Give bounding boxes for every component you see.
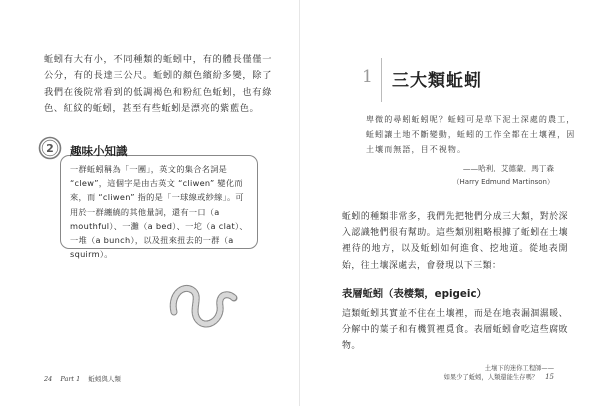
- svg-text:2: 2: [46, 142, 54, 155]
- epigraph-quote: 卑微的尋蚓蚯蚓呢？蚯蚓可是草下泥土深處的農工，蚯蚓讓土地不斷變動，蚯蚓的工作全都在土壤裡，因土壤而無語，目不視物。: [366, 115, 576, 154]
- bulb-question-icon: [38, 136, 62, 160]
- right-footer: [444, 364, 554, 382]
- earthworm-icon: [168, 276, 240, 340]
- right-page-number: 15: [545, 373, 554, 381]
- body-paragraph: 蚯蚓的種類非常多，我們先把牠們分成三大類，對於深入認識牠們很有幫助。這些類別粗略根據了蚯蚓在土壤裡待的地方，以及蚯蚓如何進食、挖地道。從地表開始，往土壤深處去，會發現以下三類：: [342, 212, 568, 271]
- chapter-divider: [381, 58, 382, 102]
- quote-author-english: （Harry Edmund Martinson）: [452, 178, 554, 186]
- fun-fact-text: 一群蚯蚓稱為「一團」，英文的集合名詞是 “clew”，這個字是由古英文 “cliwen” 變化而來，而 “cliwen” 指的是「一球線或紗線」。可用於一群纏繞的其他量詞，還有一口（a mouthful）、一灘（a bed）、一坨（a clat）、一堆（a bunch），以及扭來扭去的一群（a squirm）。: [70, 164, 248, 260]
- running-title: 土壤下的迷你工程師——: [484, 365, 554, 372]
- left-footer: [44, 374, 121, 383]
- part-label: Part 1: [60, 375, 81, 383]
- section-paragraph: 這類蚯蚓其實並不住在土壤裡，而是在地表漏涸濕暖、分解中的葉子和有機質裡覓食。表層蚯蚓會吃這些腐敗物。: [342, 309, 568, 352]
- fun-fact-title: 趣味小知識: [70, 144, 128, 158]
- quote-author: ——哈利．艾德蒙．馬丁森: [462, 164, 554, 173]
- chapter-number: 1: [362, 67, 373, 87]
- right-page: [300, 0, 600, 406]
- intro-paragraph: 蚯蚓有大有小，不同種類的蚯蚓中，有的體長僅僅一公分，有的長達三公尺。蚯蚓的顏色繽紛多變，除了我們在後院常看到的低調褐色和粉紅色蚯蚓，也有綠色、紅紋的蚯蚓，甚至有些蚯蚓是漂亮的紫藍色。: [44, 54, 272, 115]
- running-subtitle: 如果少了蚯蚓，人類還能生存嗎？: [443, 374, 539, 381]
- section-heading: 表層蚯蚓（表棲類，epigeic）: [342, 288, 487, 300]
- left-page-number: 24: [44, 375, 53, 383]
- chapter-title: 三大類蚯蚓: [392, 71, 482, 91]
- section-label: 蚯蚓與人類: [88, 375, 121, 383]
